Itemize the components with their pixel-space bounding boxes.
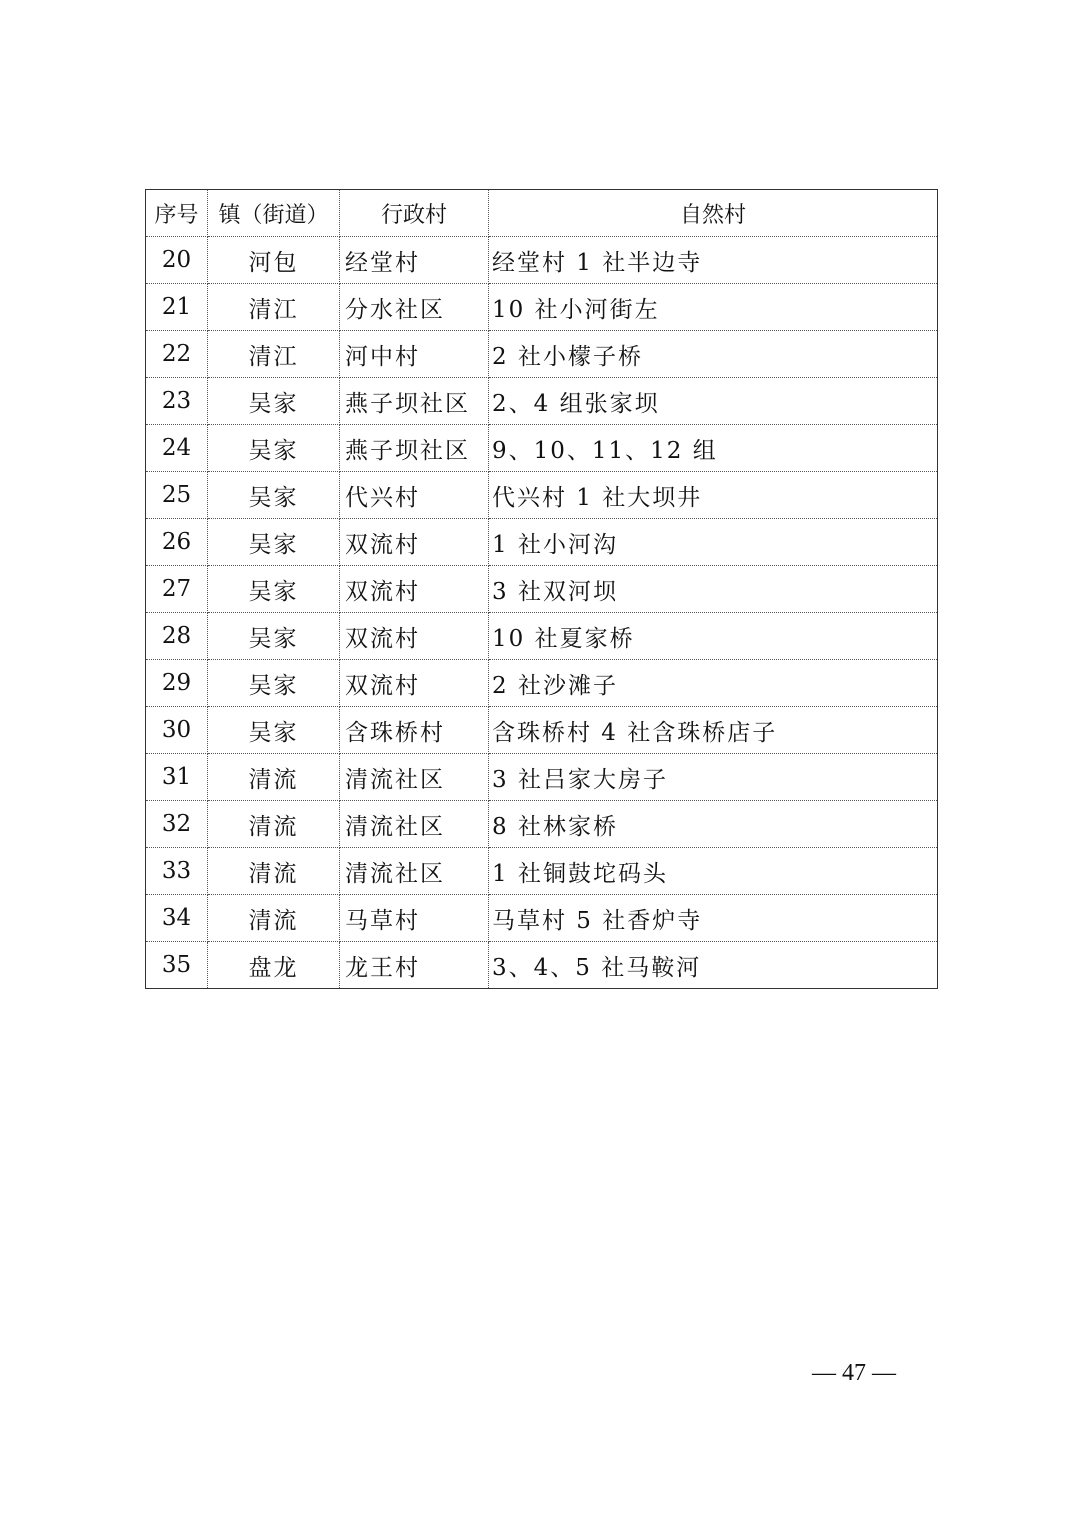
cell-no: 32: [146, 801, 208, 848]
cell-town: 吴家: [208, 613, 340, 660]
cell-natural-village: 2 社沙滩子: [489, 660, 938, 707]
table-row: [146, 801, 938, 848]
table-row: [146, 942, 938, 989]
cell-no: 25: [146, 472, 208, 519]
cell-admin-village: 双流村: [340, 519, 489, 566]
table-row: [146, 566, 938, 613]
cell-natural-village: 10 社夏家桥: [489, 613, 938, 660]
cell-town: 吴家: [208, 425, 340, 472]
cell-admin-village: 清流社区: [340, 848, 489, 895]
cell-town: 盘龙: [208, 942, 340, 989]
cell-no: 28: [146, 613, 208, 660]
table-row: [146, 754, 938, 801]
cell-town: 吴家: [208, 707, 340, 754]
cell-admin-village: 含珠桥村: [340, 707, 489, 754]
cell-admin-village: 分水社区: [340, 284, 489, 331]
header-town: 镇（街道）: [208, 190, 340, 237]
cell-no: 33: [146, 848, 208, 895]
cell-natural-village: 2、4 组张家坝: [489, 378, 938, 425]
cell-admin-village: 双流村: [340, 613, 489, 660]
cell-no: 23: [146, 378, 208, 425]
cell-admin-village: 清流社区: [340, 754, 489, 801]
cell-town: 吴家: [208, 472, 340, 519]
village-table: [145, 189, 938, 989]
cell-admin-village: 清流社区: [340, 801, 489, 848]
cell-admin-village: 龙王村: [340, 942, 489, 989]
cell-natural-village: 9、10、11、12 组: [489, 425, 938, 472]
cell-natural-village: 8 社林家桥: [489, 801, 938, 848]
cell-admin-village: 燕子坝社区: [340, 425, 489, 472]
cell-natural-village: 3、4、5 社马鞍河: [489, 942, 938, 989]
table-row: [146, 331, 938, 378]
cell-natural-village: 马草村 5 社香炉寺: [489, 895, 938, 942]
cell-natural-village: 1 社小河沟: [489, 519, 938, 566]
table-row: [146, 378, 938, 425]
cell-no: 27: [146, 566, 208, 613]
cell-natural-village: 2 社小檬子桥: [489, 331, 938, 378]
cell-no: 22: [146, 331, 208, 378]
table-row: [146, 425, 938, 472]
cell-town: 吴家: [208, 566, 340, 613]
cell-no: 20: [146, 237, 208, 284]
cell-no: 21: [146, 284, 208, 331]
cell-natural-village: 经堂村 1 社半边寺: [489, 237, 938, 284]
cell-natural-village: 3 社双河坝: [489, 566, 938, 613]
page-number: — 47 —: [812, 1360, 896, 1386]
table-header: [146, 190, 938, 237]
cell-natural-village: 代兴村 1 社大坝井: [489, 472, 938, 519]
cell-admin-village: 双流村: [340, 566, 489, 613]
cell-town: 清江: [208, 284, 340, 331]
cell-town: 清流: [208, 848, 340, 895]
cell-natural-village: 10 社小河街左: [489, 284, 938, 331]
cell-natural-village: 含珠桥村 4 社含珠桥店子: [489, 707, 938, 754]
table-row: [146, 707, 938, 754]
cell-no: 30: [146, 707, 208, 754]
cell-admin-village: 代兴村: [340, 472, 489, 519]
table-body: [146, 237, 938, 989]
cell-town: 河包: [208, 237, 340, 284]
header-row: [146, 190, 938, 237]
cell-no: 35: [146, 942, 208, 989]
cell-town: 清流: [208, 895, 340, 942]
table-row: [146, 284, 938, 331]
cell-natural-village: 3 社吕家大房子: [489, 754, 938, 801]
cell-town: 清流: [208, 754, 340, 801]
cell-admin-village: 燕子坝社区: [340, 378, 489, 425]
cell-no: 34: [146, 895, 208, 942]
table-row: [146, 660, 938, 707]
cell-admin-village: 双流村: [340, 660, 489, 707]
cell-natural-village: 1 社铜鼓坨码头: [489, 848, 938, 895]
cell-town: 清流: [208, 801, 340, 848]
cell-no: 24: [146, 425, 208, 472]
table-row: [146, 519, 938, 566]
table-row: [146, 237, 938, 284]
cell-town: 吴家: [208, 519, 340, 566]
cell-admin-village: 河中村: [340, 331, 489, 378]
table-row: [146, 472, 938, 519]
cell-no: 29: [146, 660, 208, 707]
table-row: [146, 848, 938, 895]
cell-admin-village: 经堂村: [340, 237, 489, 284]
cell-admin-village: 马草村: [340, 895, 489, 942]
cell-no: 31: [146, 754, 208, 801]
cell-no: 26: [146, 519, 208, 566]
cell-town: 清江: [208, 331, 340, 378]
cell-town: 吴家: [208, 378, 340, 425]
header-no: 序号: [146, 190, 208, 237]
header-admin-village: 行政村: [340, 190, 489, 237]
table-row: [146, 895, 938, 942]
cell-town: 吴家: [208, 660, 340, 707]
header-natural-village: 自然村: [489, 190, 938, 237]
table-row: [146, 613, 938, 660]
